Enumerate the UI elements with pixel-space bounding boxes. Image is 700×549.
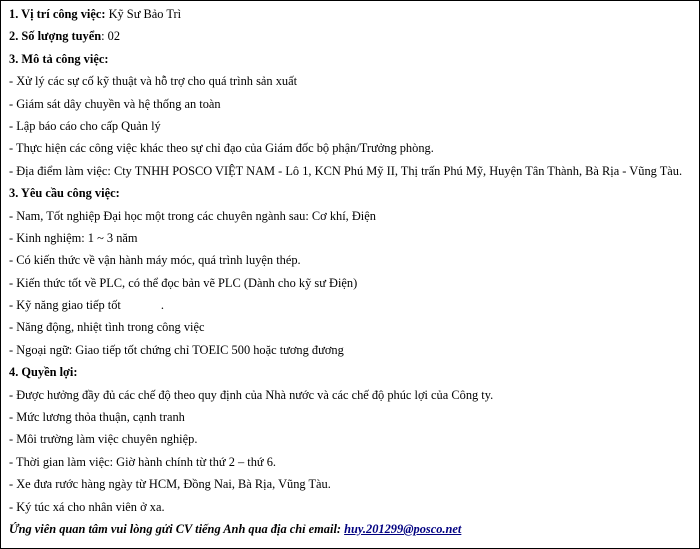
requirement-item: - Ngoại ngữ: Giao tiếp tốt chứng chỉ TOEIC 500 hoặc tương đương [9,342,344,357]
benefit-item: - Xe đưa rước hàng ngày từ HCM, Đồng Nai, Bà Rịa, Vũng Tàu. [9,477,331,492]
position-label: 1. Vị trí công việc: [9,7,106,21]
requirement-item: - Kỹ năng giao tiếp tốt [9,298,121,313]
quantity-value: : 02 [101,29,121,44]
requirement-item: - Kiến thức tốt về PLC, có thể đọc bản vẽ PLC (Dành cho kỹ sư Điện) [9,275,358,290]
requirement-item: - Kinh nghiệm: 1 ~ 3 năm [9,230,138,245]
requirement-item: - Năng động, nhiệt tình trong công việc [9,320,205,335]
stray-mark: . [160,298,164,313]
benefits-heading: 4. Quyền lợi: [9,365,78,380]
description-item: - Thực hiện các công việc khác theo sự chỉ đạo của Giám đốc bộ phận/Trưởng phòng. [9,141,434,156]
position-line [9,3,691,25]
quantity-label: 2. Số lượng tuyển [9,29,102,44]
footer-text: Ứng viên quan tâm vui lòng gửi CV tiếng Anh qua địa chỉ email: [9,521,345,536]
description-heading: 3. Mô tả công việc: [9,51,109,66]
description-item: - Lập báo cáo cho cấp Quản lý [9,118,161,133]
description-item: - Giám sát dây chuyền và hệ thống an toàn [9,96,221,111]
benefit-item: - Ký túc xá cho nhân viên ở xa. [9,499,165,514]
requirement-item: - Nam, Tốt nghiệp Đại học một trong các chuyên ngành sau: Cơ khí, Điện [9,208,376,223]
requirements-heading: 3. Yêu cầu công việc: [9,186,120,201]
description-item: - Địa điểm làm việc: Cty TNHH POSCO VIỆT NAM - Lô 1, KCN Phú Mỹ II, Thị trấn Phú Mỹ, Huyện Tân Thành, Bà Rịa - Vũng Tàu. [9,163,683,178]
email-link[interactable]: huy.201299@posco.net [344,521,462,536]
benefit-item: - Mức lương thỏa thuận, cạnh tranh [9,410,185,425]
benefit-item: - Thời gian làm việc: Giờ hành chính từ thứ 2 – thứ 6. [9,454,277,469]
footer-line [9,518,691,540]
requirement-item-communication [9,294,691,316]
benefit-item: - Môi trường làm việc chuyên nghiệp. [9,432,198,447]
requirement-item: - Có kiến thức về vận hành máy móc, quá trình luyện thép. [9,253,301,268]
quantity-line [9,25,691,47]
description-item: - Xử lý các sự cố kỹ thuật và hỗ trợ cho quá trình sản xuất [9,74,298,89]
position-value: Kỹ Sư Bảo Trì [105,7,182,21]
benefit-item: - Được hưởng đầy đủ các chế độ theo quy định của Nhà nước và các chế độ phúc lợi của Công ty. [9,387,494,402]
